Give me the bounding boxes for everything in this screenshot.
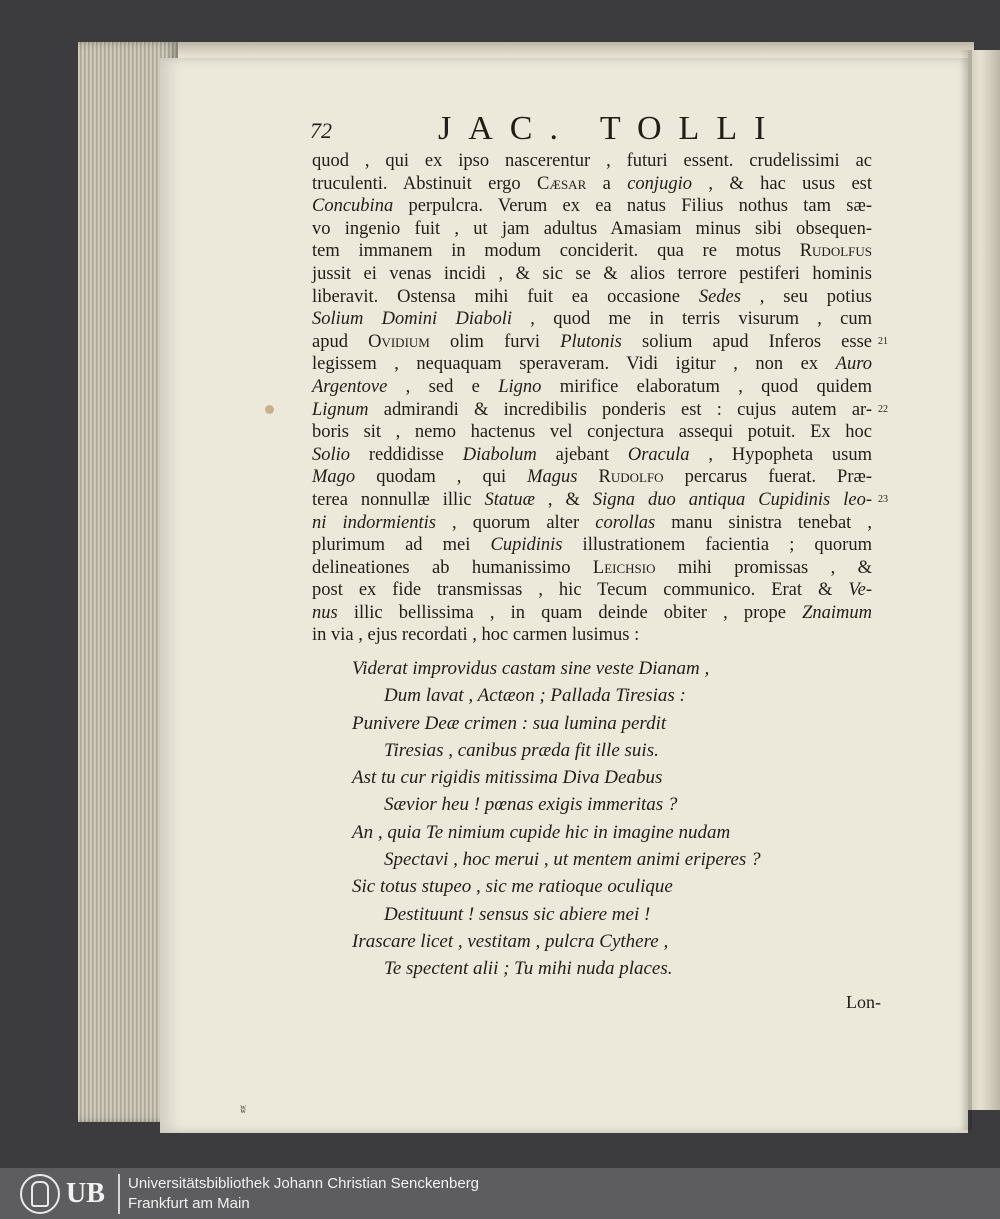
text-run: solium apud Inferos esse bbox=[621, 331, 872, 352]
prose-line bbox=[312, 512, 872, 535]
paper-mark: ʬ bbox=[240, 1102, 247, 1116]
poem-line: Tiresias , canibus præda fit ille suis. bbox=[384, 739, 659, 761]
text-run: Auro bbox=[835, 354, 872, 375]
poem-line: Sic totus stupeo , sic me ratioque oculique bbox=[352, 876, 673, 898]
text-run: truculenti. Abstinuit ergo bbox=[312, 173, 538, 194]
text-run: delineationes ab humanissimo bbox=[312, 557, 593, 578]
text-run: jussit ei venas incidi , & sic se & alios terrore pestiferi hominis bbox=[312, 263, 872, 284]
prose-line bbox=[312, 218, 872, 241]
text-run: terea nonnullæ illic bbox=[312, 489, 485, 510]
text-run: boris sit , nemo hactenus vel conjectura assequi potuit. Ex hoc bbox=[312, 422, 872, 443]
text-run bbox=[577, 467, 598, 487]
poem-line: Sævior heu ! pœnas exigis immeritas ? bbox=[384, 794, 678, 816]
poem-line: Viderat improvidus castam sine veste Dianam , bbox=[352, 658, 710, 679]
prose-line bbox=[312, 624, 872, 647]
text-run: Rudolfo bbox=[598, 467, 664, 488]
text-run: a bbox=[586, 173, 628, 194]
text-run: manu sinistra tenebat , bbox=[655, 512, 872, 533]
poem-line: Irascare licet , vestitam , pulcra Cythere , bbox=[352, 930, 669, 952]
text-run: , & hac usus est bbox=[691, 173, 873, 194]
text-run: , sed e bbox=[387, 376, 499, 397]
prose-line bbox=[312, 150, 872, 173]
library-name-line1: Universitätsbibliothek Johann Christian Senckenberg bbox=[128, 1174, 480, 1192]
text-run: Diabolum bbox=[462, 444, 537, 465]
library-name bbox=[128, 1174, 479, 1214]
text-run: mihi promissas , & bbox=[655, 557, 872, 578]
text-run: , Hypopheta usum bbox=[689, 444, 872, 465]
text-run: Signa duo antiqua Cupidinis leo- bbox=[592, 489, 873, 510]
text-run: Znaimum bbox=[802, 602, 872, 623]
text-run: perpulcra. Verum ex ea natus Filius nothus tam sæ- bbox=[393, 196, 872, 217]
prose-line bbox=[312, 444, 872, 467]
poem-block bbox=[352, 658, 832, 986]
text-run: Magus bbox=[527, 467, 578, 488]
text-run: Argentove bbox=[312, 376, 388, 397]
prose-line bbox=[312, 173, 872, 196]
running-head: JAC. TOLLI bbox=[438, 110, 783, 147]
text-run: Plutonis bbox=[560, 331, 622, 352]
paper-stain bbox=[265, 405, 274, 414]
text-run: illic bellissima , in quam deinde obiter , prope bbox=[337, 602, 803, 623]
poem-line: Punivere Deæ crimen : sua lumina perdit bbox=[352, 712, 667, 734]
library-logo-text: UB bbox=[66, 1177, 105, 1209]
footer-divider bbox=[118, 1174, 120, 1214]
text-run: Leichsio bbox=[592, 557, 656, 578]
margin-note: 23 bbox=[878, 494, 888, 505]
text-run: Cæsar bbox=[537, 173, 587, 194]
text-run: conjugio bbox=[627, 173, 692, 194]
text-run: olim furvi bbox=[429, 331, 561, 352]
text-run: legissem , nequaquam speraveram. Vidi igitur , non ex bbox=[312, 354, 836, 375]
text-run: , quod me in terris visurum , cum bbox=[512, 309, 873, 330]
text-run: post ex fide transmissas , hic Tecum communico. Erat & bbox=[312, 580, 849, 601]
text-run: vo ingenio fuit , ut jam adultus Amasiam minus sibi obsequen- bbox=[312, 218, 872, 239]
margin-note: 21 bbox=[878, 336, 888, 347]
text-run: , & bbox=[534, 489, 593, 510]
poem-line: Te spectent alii ; Tu mihi nuda places. bbox=[384, 958, 673, 980]
prose-line bbox=[312, 557, 872, 580]
prose-line bbox=[312, 331, 872, 354]
text-run: , seu potius bbox=[740, 286, 872, 307]
text-run: Sedes bbox=[698, 286, 741, 307]
text-run: ni indormientis bbox=[312, 512, 436, 533]
text-run: Ve- bbox=[848, 580, 872, 601]
gutter-shadow bbox=[960, 50, 972, 1130]
library-seal-icon bbox=[20, 1174, 60, 1214]
text-run: Concubina bbox=[312, 196, 394, 217]
text-run: apud bbox=[312, 331, 369, 352]
prose-line bbox=[312, 534, 872, 557]
text-run: , quorum alter bbox=[435, 512, 596, 533]
prose-line bbox=[312, 421, 872, 444]
poem-line: Dum lavat , Actæon ; Pallada Tiresias : bbox=[384, 685, 686, 707]
prose-line bbox=[312, 353, 872, 376]
prose-line bbox=[312, 466, 872, 489]
text-run: Solium Domini Diaboli bbox=[312, 309, 512, 330]
text-run: Ligno bbox=[498, 376, 542, 397]
poem-line: An , quia Te nimium cupide hic in imagine nudam bbox=[352, 821, 731, 843]
text-run: Lignum bbox=[312, 399, 369, 420]
text-run: Rudolfus bbox=[799, 241, 872, 262]
prose-line bbox=[312, 195, 872, 218]
text-run: Oracula bbox=[627, 444, 690, 465]
prose-line bbox=[312, 308, 872, 331]
text-run: mirifice elaboratum , quod quidem bbox=[541, 376, 872, 397]
text-run: percarus fuerat. Præ- bbox=[663, 467, 872, 488]
facing-page-edge bbox=[968, 50, 1000, 1110]
text-run: Cupidinis bbox=[490, 535, 563, 556]
text-run: nus bbox=[312, 602, 338, 623]
text-run: plurimum ad mei bbox=[312, 535, 491, 556]
library-name-line2: Frankfurt am Main bbox=[128, 1194, 250, 1212]
text-run: illustrationem facientia ; quorum bbox=[562, 535, 872, 556]
poem-line: Ast tu cur rigidis mitissima Diva Deabus bbox=[352, 767, 663, 789]
text-run: admirandi & incredibilis ponderis est : cujus autem ar- bbox=[368, 399, 872, 420]
library-footer bbox=[0, 1168, 1000, 1219]
text-run: Statuæ bbox=[484, 489, 535, 510]
prose-line bbox=[312, 240, 872, 263]
prose-line bbox=[312, 376, 872, 399]
page-number: 72 bbox=[310, 118, 332, 143]
text-run: Mago bbox=[312, 467, 356, 488]
prose-line bbox=[312, 286, 872, 309]
library-logo[interactable] bbox=[0, 1168, 118, 1219]
prose-line bbox=[312, 602, 872, 625]
prose-line bbox=[312, 263, 872, 286]
catchword: Lon- bbox=[846, 992, 881, 1012]
prose-line bbox=[312, 489, 872, 512]
poem-line: Spectavi , hoc merui , ut mentem animi eriperes ? bbox=[384, 849, 761, 871]
text-run: ajebant bbox=[536, 444, 628, 465]
prose-block bbox=[312, 150, 872, 647]
text-run: reddidisse bbox=[350, 444, 463, 465]
prose-line bbox=[312, 579, 872, 602]
text-run: quod , qui ex ipso nascerentur , futuri essent. crudelissimi ac bbox=[312, 151, 872, 171]
text-run: tem immanem in modum conciderit. qua re motus bbox=[312, 241, 800, 262]
prose-line bbox=[312, 399, 872, 422]
text-run: quodam , qui bbox=[355, 467, 528, 488]
page-header bbox=[310, 110, 870, 150]
text-run: corollas bbox=[595, 512, 656, 533]
poem-line: Destituunt ! sensus sic abiere mei ! bbox=[384, 903, 651, 925]
text-run: Ovidium bbox=[368, 331, 430, 352]
text-run: liberavit. Ostensa mihi fuit ea occasione bbox=[312, 286, 699, 307]
margin-note: 22 bbox=[878, 404, 888, 415]
text-run: Solio bbox=[312, 444, 351, 465]
text-run: in via , ejus recordati , hoc carmen lusimus : bbox=[312, 625, 640, 646]
